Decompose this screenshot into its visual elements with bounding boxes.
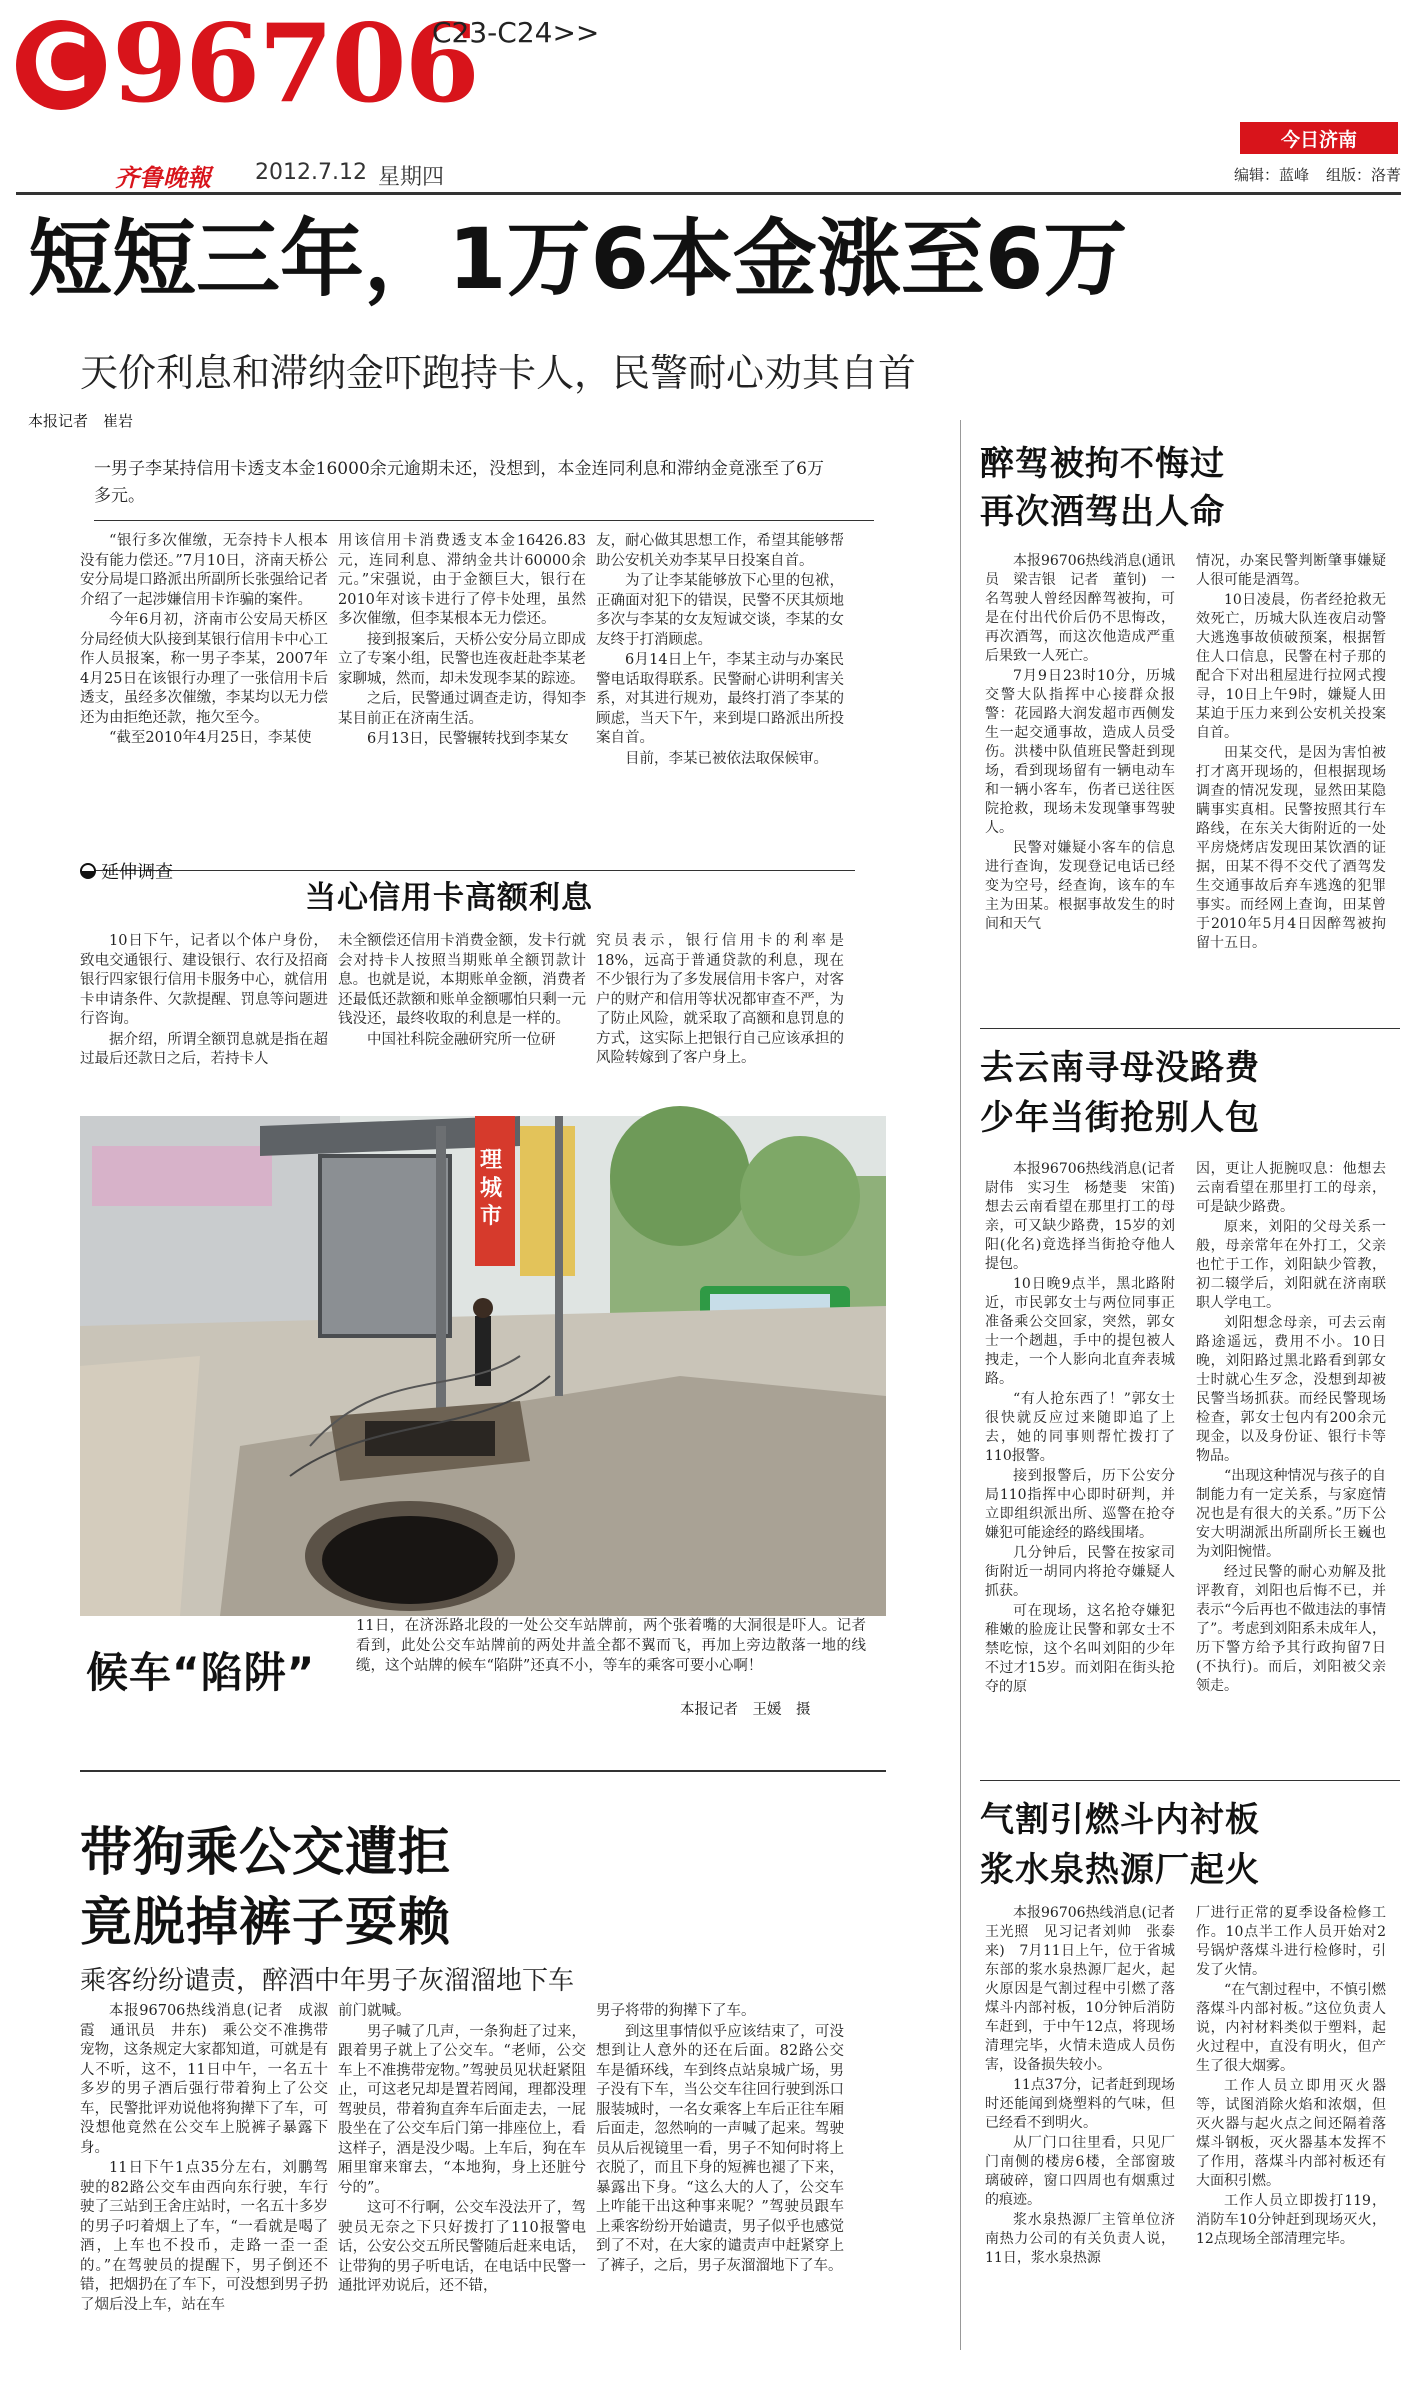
paragraph: 中国社科院金融研究所一位研 <box>367 1031 556 1048</box>
paragraph: 10日凌晨，伤者经抢救无效死亡，历城大队连夜启动警大逃逸事故侦破预案，根据暂住人口信息，民警在村子那的配合下对出租屋进行拉网式搜寻，10日上午9时，嫌疑人田某迫于压力来到公安机关投案自首。 <box>1196 592 1386 741</box>
paragraph: 接到报案后，天桥公安分局立即成立了专案小组，民警也连夜赶赴李某老家聊城，然而，却未发现李某的踪迹。 <box>338 631 586 687</box>
lead-col-2 <box>338 532 586 822</box>
paragraph: 原来，刘阳的父母关系一般，母亲常年在外打工，父亲也忙于工作，刘阳缺少管教，初二辍学后，刘阳就在济南联职人学电工。 <box>1196 1219 1386 1311</box>
page-range: C23-C24>> <box>432 16 600 49</box>
photo-caption-box <box>80 1616 886 1736</box>
paragraph: 本报96706热线消息(记者 成淑霞 通讯员 井东) 乘公交不准携带宠物，这条规定大家都知道，可就是有人不听，这不，11日中午，一名五十多岁的男子酒后强行带着狗上了公交车，民警批评劝说他将狗撵下了车，可没想他竟然在公交车上脱裤子暴露下身。 <box>80 2003 328 2156</box>
paragraph: 未全额偿还信用卡消费金额，发卡行就会对持卡人按照当期账单全额罚款计息。也就是说，本期账单金额，消费者还最低还款额和账单金额哪怕只剩一元钱没还，最终收取的利息是一样的。 <box>338 933 586 1027</box>
paragraph: “银行多次催缴，无奈持卡人根本没有能力偿还。”7月10日，济南天桥公安分局堤口路派出所副所长张强给记者介绍了一起涉嫌信用卡诈骗的案件。 <box>80 533 328 608</box>
dog-headline-2: 竟脱掉裤子耍赖 <box>80 1893 452 1953</box>
yunnan-rule <box>980 1028 1400 1029</box>
paragraph: 友，耐心做其思想工作，希望其能够帮助公安机关劝李某早日投案自首。 <box>596 533 844 569</box>
paragraph: 到这里事情似乎应该结束了，可没想到让人意外的还在后面。82路公交车是循环线，车到终点站泉城广场，男子没有下车，当公交车往回行驶到泺口服装城时，一名女乘客上车后正往车厢后面走，忽然响的一声喊了起来。驾驶员从后视镜里一看，男子不知何时将上衣脱了，而且下身的短裤也褪了下来，暴露出下身。“这么大的人了，公交车上咋能干出这种事来呢？”驾驶员跟车上乘客纷纷开始谴责，男子似乎也感觉到了不对，在大家的谴责声中赶紧穿上了裤子，之后，男子灰溜溜地下了车。 <box>596 2023 844 2274</box>
dog-subhead: 乘客纷纷谴责，醉酒中年男子灰溜溜地下车 <box>80 1966 575 1996</box>
paragraph: 7月9日23时10分，历城交警大队指挥中心接群众报警：花园路大润发超市西侧发生一起交通事故，造成人员受伤。洪楼中队值班民警赶到现场，看到现场留有一辆电动车和一辆小客车，伤者已送往医院抢救，现场未发现肇事驾驶人。 <box>985 668 1175 836</box>
drunk-col-1 <box>985 552 1175 1002</box>
dog-rule-top <box>80 1770 886 1772</box>
photo-caption-text: 11日，在济泺路北段的一处公交车站牌前，两个张着嘴的大洞很是吓人。记者看到，此处公交车站牌前的两处井盖全都不翼而飞，再加上旁边散落一地的线缆，这个站牌的候车“陷阱”还真不小，等车的乘客可要小心啊！ <box>356 1618 866 1674</box>
paragraph: 男子喊了几声，一条狗赶了过来，跟着男子就上了公交车。“老师，公交车上不准携带宠物。”驾驶员见状赶紧阻止，可这老兄却是置若罔闻，理都没理驾驶员，带着狗直奔车后面走去，一屁股坐在了公交车后门第一排座位上，看这样子，酒是没少喝。上车后，狗在车厢里窜来窜去，“本地狗，身上还脏兮兮的”。 <box>338 2023 586 2196</box>
drunk-headline-1: 醉驾被拘不悔过 <box>980 444 1225 484</box>
fire-col-2 <box>1196 1904 1386 2364</box>
fire-headline-2: 浆水泉热源厂起火 <box>980 1850 1260 1890</box>
bus-stop-photo <box>80 1116 886 1616</box>
paragraph: 目前，李某已被依法取保候审。 <box>625 750 828 767</box>
paragraph: 厂进行正常的夏季设备检修工作。10点半工作人员开始对2号锅炉落煤斗进行检修时，引发了火情。 <box>1196 1905 1386 1978</box>
hotline-logo <box>16 20 106 110</box>
extension-label-text: 延伸调查 <box>101 862 174 883</box>
lead-headline: 短短三年，1万6本金涨至6万 <box>28 210 1128 308</box>
section-tag: 今日济南 <box>1280 129 1357 151</box>
paragraph: 之后，民警通过调查走访，得知李某目前正在济南生活。 <box>338 691 586 727</box>
extension-label <box>80 858 173 884</box>
photo-credit: 本报记者 王媛 摄 <box>680 1702 811 1718</box>
masthead <box>0 0 1417 195</box>
issue-weekday: 星期四 <box>378 165 445 190</box>
paragraph: 工作人员立即拨打119，消防车10分钟赶到现场灭火，12点现场全部清理完毕。 <box>1196 2193 1386 2247</box>
paragraph: 民警对嫌疑小客车的信息进行查询，发现登记电话已经变为空号，经查询，该车的车主为田某。根据事故发生的时间和天气 <box>985 840 1175 932</box>
paragraph: 本报96706热线消息(记者 尉伟 实习生 杨楚斐 宋笛) 想去云南看望在那里打工的母亲，可又缺少路费，15岁的刘阳(化名)竟选择当街抢夺他人提包。 <box>985 1161 1189 1272</box>
paragraph: “截至2010年4月25日，李某使 <box>109 730 312 746</box>
section-tag-bar <box>1240 122 1398 154</box>
paragraph: 经过民警的耐心劝解及批评教育，刘阳也后悔不已，并表示“今后再也不做违法的事情了”。考虑到刘阳系未成年人，历下警方给予其行政拘留7日(不执行)。而后，刘阳被父亲领走。 <box>1196 1564 1386 1694</box>
half-circle-icon <box>80 863 96 879</box>
lead-intro <box>94 456 824 510</box>
lead-intro-text: 一男子李某持信用卡透支本金16000余元逾期未还，没想到，本金连同利息和滞纳金竟涨至了6万多元。 <box>94 459 824 506</box>
lead-col-1 <box>80 532 328 822</box>
masthead-rule <box>16 192 1401 195</box>
yunnan-col-2 <box>1196 1160 1386 1760</box>
paragraph: 6月13日，民警辗转找到李某女 <box>367 731 569 747</box>
lead-subhead: 天价利息和滞纳金吓跑持卡人，民警耐心劝其自首 <box>80 351 917 395</box>
yunnan-headline-2: 少年当街抢别人包 <box>980 1098 1260 1138</box>
paragraph: 接到报警后，历下公安分局110指挥中心即时研判，并立即组织派出所、巡警在抢夺嫌犯可能途经的路线围堵。 <box>985 1468 1175 1541</box>
paragraph: 本报96706热线消息(通讯员 梁吉银 记者 董钊) 一名驾驶人曾经因醉驾被拘，可是在付出代价后仍不思悔改，再次酒驾，而这次他造成严重后果致一人死亡。 <box>985 553 1175 664</box>
lead-col-3 <box>596 532 844 822</box>
paragraph: “出现这种情况与孩子的自制能力有一定关系，与家庭情况也是有很大的关系。”历下公安大明湖派出所副所长王巍也为刘阳惋惜。 <box>1196 1468 1386 1560</box>
paragraph: 因，更让人扼腕叹息：他想去云南看望在那里打工的母亲，可是缺少路费。 <box>1196 1161 1386 1215</box>
paragraph: 为了让李某能够放下心里的包袱，正确面对犯下的错误，民警不厌其烦地多次与李某的女友短诚交谈，李某的女友终于打消顾虑。 <box>596 573 844 648</box>
extension-col-3 <box>596 932 844 1080</box>
paragraph: 男子将带的狗撵下了车。 <box>596 2003 756 2019</box>
issue-date: 2012.7.12 <box>255 160 367 185</box>
photo-caption <box>356 1616 866 1676</box>
dog-col-3 <box>596 2002 844 2362</box>
paragraph: 可在现场，这名抢夺嫌犯稚嫩的脸庞让民警和郭女士不禁吃惊，这个名叫刘阳的少年不过才15岁。而刘阳在街头抢夺的原 <box>985 1603 1175 1695</box>
paragraph: 用该信用卡消费透支本金16426.83元，连同利息、滞纳金共计60000余元。”宋强说，由于金额巨大，银行在2010年对该卡进行了停卡处理，虽然多次催缴，但李某根本无力偿还。 <box>338 533 586 627</box>
paragraph: 工作人员立即用灭火器等，试图消除火焰和浓烟，但灭火器与起火点之间还隔着落煤斗钢板，灭火器基本发挥不了作用，落煤斗内部衬板还有大面积引燃。 <box>1196 2078 1386 2189</box>
fire-col-1 <box>985 1904 1189 2364</box>
yunnan-col-1 <box>985 1160 1189 1760</box>
extension-col-2 <box>338 932 586 1080</box>
paragraph: “有人抢东西了！”郭女士很快就反应过来随即追了上去，她的同事则帮忙拨打了110报警。 <box>985 1391 1175 1464</box>
paragraph: 刘阳想念母亲，可去云南路途遥远，费用不小。10日晚，刘阳路过黑北路看到郭女士时就心生歹念，没想到却被民警当场抓获。而经民警现场检查，郭女士包内有200余元现金，以及身份证、银行卡等物品。 <box>1196 1315 1386 1464</box>
right-column-divider <box>960 420 961 2350</box>
paragraph: 6月14日上午，李某主动与办案民警电话取得联系。民警耐心讲明利害关系，对其进行规劝，最终打消了李某的顾虑，当天下午，来到堤口路派出所投案自首。 <box>596 652 844 746</box>
photo-title: 候车“陷阱” <box>86 1648 316 1697</box>
paragraph: 这可不行啊，公交车没法开了，驾驶员无奈之下只好拨打了110报警电话，公安公交五所民警随后赶来电话，让带狗的男子听电话，在电话中民警一通批评劝说后，还不错， <box>338 2200 586 2294</box>
paragraph: 几分钟后，民警在按家司街附近一胡同内将抢夺嫌疑人抓获。 <box>985 1545 1175 1599</box>
paragraph: 11日下午1点35分左右，刘鹏驾驶的82路公交车由西向东行驶，车行驶了三站到王舍庄站时，一名五十多岁的男子叼着烟上了车，“一看就是喝了酒，上车也不投币，走路一歪一歪的。”在驾驶员的提醒下，男子倒还不错，把烟扔在了车下，可没想到男子扔了烟后没上车，站在车 <box>80 2160 328 2313</box>
paragraph: 情况，办案民警判断肇事嫌疑人很可能是酒驾。 <box>1196 553 1386 588</box>
drunk-col-2 <box>1196 552 1386 1002</box>
dog-col-2 <box>338 2002 586 2362</box>
extension-headline: 当心信用卡高额利息 <box>305 880 593 916</box>
extension-rule-top <box>80 870 855 871</box>
photo-sign-text: 理城市 <box>480 1147 503 1229</box>
paper-logo: 齐鲁晚報 <box>115 163 211 192</box>
dog-headline-1: 带狗乘公交遭拒 <box>80 1823 452 1883</box>
paragraph: 10日下午，记者以个体户身份，致电交通银行、建设银行、农行及招商银行四家银行信用卡服务中心，就信用卡申请条件、欠款提醒、罚息等问题进行咨询。 <box>80 933 328 1027</box>
paragraph: 浆水泉热源厂主管单位济南热力公司的有关负责人说，11日，浆水泉热源 <box>985 2212 1175 2266</box>
layout-credit: 组版：洛菁 <box>1326 166 1402 184</box>
yunnan-headline-1: 去云南寻母没路费 <box>980 1048 1260 1088</box>
paragraph: 11点37分，记者赶到现场时还能闻到烧塑料的气味，但已经看不到明火。 <box>985 2077 1175 2131</box>
paragraph: 究员表示，银行信用卡的利率是18%，远高于普通贷款的利息，现在不少银行为了多发展信用卡客户，对客户的财产和信用等状况都审查不严，为了防止风险，就采取了高额和息罚息的方式，这实际上把银行自己应该承担的风险转嫁到了客户身上。 <box>596 933 844 1066</box>
dog-col-1 <box>80 2002 328 2362</box>
drunk-headline-2: 再次酒驾出人命 <box>980 492 1225 532</box>
paragraph: 今年6月初，济南市公安局天桥区分局经侦大队接到某银行信用卡中心工作人员报案，称一男子李某，2007年4月25日在该银行办理了一张信用卡后透支，虽经多次催缴，李某均以无力偿还为由拒绝还款，拖欠至今。 <box>80 612 328 726</box>
paragraph: 从厂门口往里看，只见厂门南侧的楼房6楼，全部窗玻璃破碎，窗口四周也有烟熏过的痕迹。 <box>985 2135 1175 2208</box>
extension-col-1 <box>80 932 328 1080</box>
paragraph: 本报96706热线消息(记者 王光照 见习记者刘帅 张泰来) 7月11日上午，位于省城东部的浆水泉热源厂起火，起火原因是气割过程中引燃了落煤斗内部衬板，10分钟后消防车赶到，于中午12点，将现场清理完毕，火情未造成人员伤害，设备损失较小。 <box>985 1905 1189 2073</box>
hotline-number: 96706 <box>112 1 478 127</box>
paragraph: “在气割过程中，不慎引燃落煤斗内部衬板。”这位负责人说，内衬材料类似于塑料，起火过程中，直没有明火，但产生了很大烟雾。 <box>1196 1982 1386 2074</box>
paragraph: 前门就喊。 <box>338 2003 411 2019</box>
paragraph: 田某交代，是因为害怕被打才离开现场的，但根据现场调查的情况发现，显然田某隐瞒事实真相。民警按照其行车路线，在东关大街附近的一处平房烧烤店发现田某饮酒的证据，田某不得不交代了酒驾发生交通事故后弃车逃逸的犯罪事实。而经网上查询，田某曾于2010年5月4日因醉驾被拘留十五日。 <box>1196 745 1386 951</box>
editor-credit: 编辑：蓝峰 <box>1234 166 1310 184</box>
lead-byline: 本报记者 崔岩 <box>28 412 134 430</box>
paragraph: 10日晚9点半，黑北路附近，市民郭女士与两位同事正准备乘公交回家，突然，郭女士一个趔趄，手中的提包被人拽走，一个人影向北直奔表城路。 <box>985 1276 1175 1387</box>
fire-rule <box>980 1780 1400 1781</box>
fire-headline-1: 气割引燃斗内衬板 <box>980 1800 1260 1840</box>
lead-intro-rule <box>94 520 874 521</box>
paragraph: 据介绍，所谓全额罚息就是指在超过最后还款日之后，若持卡人 <box>80 1031 328 1067</box>
c-letter: C <box>32 19 90 109</box>
